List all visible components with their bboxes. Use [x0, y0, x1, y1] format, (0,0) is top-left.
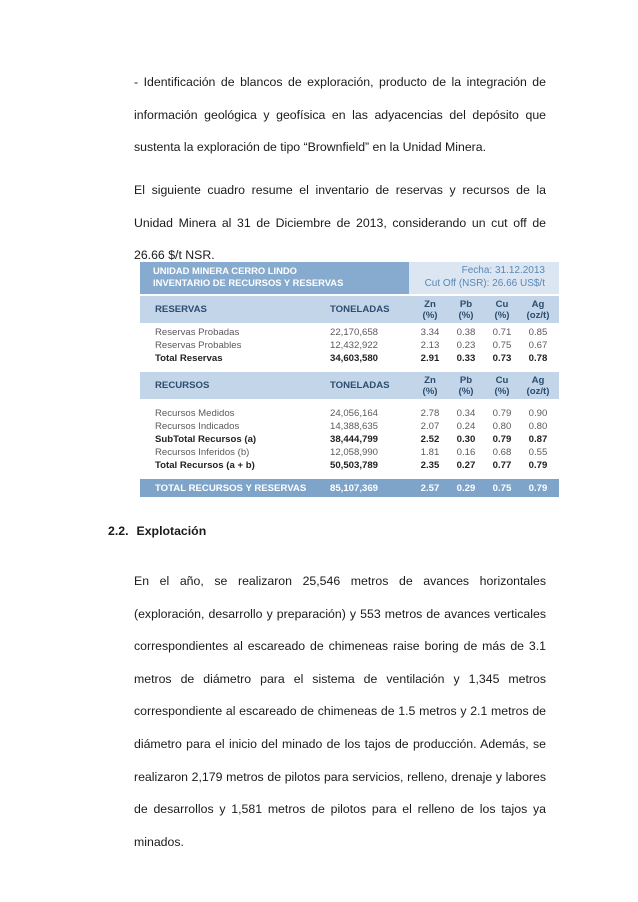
table-cutoff: Cut Off (NSR): 26.66 US$/t — [424, 277, 545, 289]
table-row-subtotal: SubTotal Recursos (a) 38,444,799 2.52 0.30 0.79 0.87 — [155, 434, 548, 445]
reservas-header-cu: Cu (%) — [494, 298, 510, 321]
recursos-header-ton: TONELADAS — [330, 380, 390, 391]
recursos-body — [140, 407, 559, 472]
paragraph-exploitation: En el año, se realizaron 25,546 metros de avances horizontales (exploración, desarrollo y preparación) y 553 metros de avances verticales correspondientes al escareado de chimeneas raise boring de más de 3.1 metros de diámetro para el sistema de ventilación y 1,345 metros correspondiente al escareado de chimeneas de 1.5 metros y 2.1 metros de diámetro para el inicio del minado de los tajos de producción. Además, se realizaron 2,179 metros de pilotos para servicios, relleno, drenaje y labores de desarrollos y 1,581 metros de pilotos para el relleno de los tajos ya minados. — [134, 574, 546, 849]
paragraph-inventory-summary: El siguiente cuadro resume el inventario de reservas y recursos de la Unidad Minera al 31 de Diciembre de 2013, considerando un cut off de 26.66 $/t NSR. — [134, 183, 546, 263]
reservas-header-row — [140, 296, 559, 323]
section-heading — [108, 524, 206, 538]
recursos-header-row — [140, 372, 559, 399]
table-title — [140, 262, 409, 294]
table-row: Recursos Inferidos (b) 12,058,990 1.81 0.16 0.68 0.55 — [155, 447, 548, 458]
recursos-header-ag: Ag (oz/t) — [526, 374, 550, 397]
grand-total-row: TOTAL RECURSOS Y RESERVAS 85,107,369 2.57 0.29 0.75 0.79 — [140, 479, 559, 497]
recursos-header-zn: Zn (%) — [422, 374, 438, 397]
table-date-cutoff — [409, 262, 559, 294]
table-row: Recursos Medidos 24,056,164 2.78 0.34 0.79 0.90 — [155, 408, 548, 419]
reservas-header-label: RESERVAS — [155, 304, 207, 315]
table-title-line2: INVENTARIO DE RECURSOS Y RESERVAS — [153, 277, 344, 288]
reservas-header-ag: Ag (oz/t) — [526, 298, 550, 321]
reservas-header-zn: Zn (%) — [422, 298, 438, 321]
table-row: Recursos Indicados 14,388,635 2.07 0.24 0.80 0.80 — [155, 421, 548, 432]
recursos-header-pb: Pb (%) — [458, 374, 474, 397]
paragraph-exploration-targets: - Identificación de blancos de exploración, producto de la integración de información geológica y geofísica en las adyacencias del depósito que sustenta la exploración de tipo “Brownfield” en la Unidad Minera. — [134, 75, 546, 155]
table-title-line1: UNIDAD MINERA CERRO LINDO — [153, 265, 297, 276]
reservas-header-ton: TONELADAS — [330, 304, 390, 315]
table-row-total: Total Reservas 34,603,580 2.91 0.33 0.73 0.78 — [155, 353, 548, 364]
table-row-total: Total Recursos (a + b) 50,503,789 2.35 0.27 0.77 0.79 — [155, 460, 548, 471]
reservas-body — [140, 326, 559, 365]
table-row: Reservas Probables 12,432,922 2.13 0.23 0.75 0.67 — [155, 340, 548, 351]
table-header — [140, 262, 559, 294]
reserves-resources-table — [140, 262, 559, 498]
section-title: Explotación — [136, 524, 207, 538]
table-date: Fecha: 31.12.2013 — [461, 265, 545, 276]
table-row: Reservas Probadas 22,170,658 3.34 0.38 0.71 0.85 — [155, 327, 548, 338]
recursos-header-label: RECURSOS — [155, 380, 210, 391]
reservas-header-pb: Pb (%) — [458, 298, 474, 321]
section-number: 2.2. — [108, 524, 129, 538]
recursos-header-cu: Cu (%) — [494, 374, 510, 397]
